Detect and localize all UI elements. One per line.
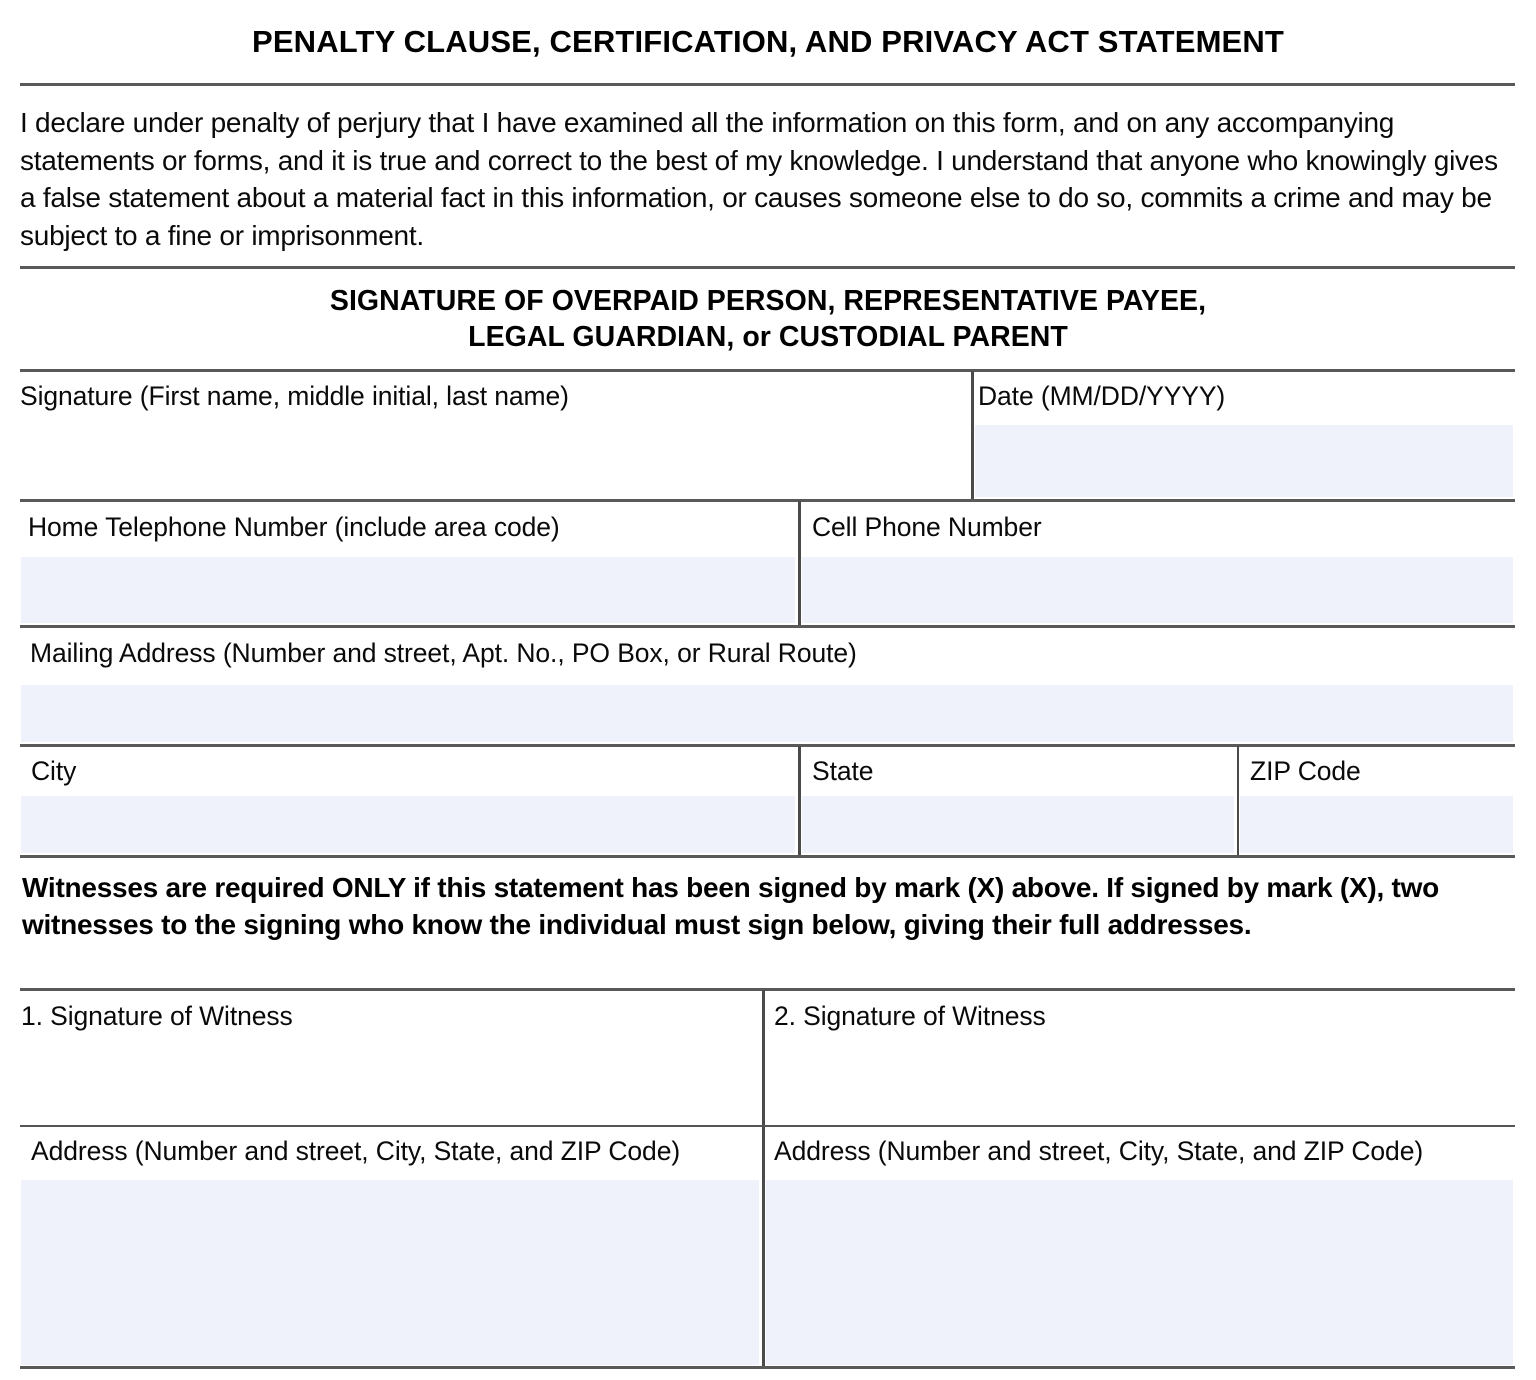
divider-under-title: [20, 83, 1515, 86]
divider-home-cell-phone: [798, 501, 801, 625]
divider-city-state: [798, 746, 801, 855]
divider-signature-date: [971, 371, 974, 499]
declaration-paragraph: I declare under penalty of perjury that I have examined all the information on this form, and on any accompanying statements or forms, and it is true and correct to the best of my knowledge. I understand that anyone who knowingly gives a false statement about a material fact in this information, or causes someone else to do so, commits a crime and may be subject to a fine or imprisonment.: [20, 107, 1498, 251]
divider-under-declaration: [20, 266, 1515, 269]
divider-under-mailing-address: [20, 744, 1515, 747]
state-input[interactable]: [802, 796, 1234, 853]
date-input[interactable]: [975, 425, 1513, 497]
witness-1-address-input[interactable]: [21, 1180, 759, 1365]
city-input[interactable]: [21, 796, 795, 853]
date-label: Date (MM/DD/YYYY): [978, 381, 1226, 411]
home-telephone-input[interactable]: [21, 557, 795, 623]
section-heading-line-2: LEGAL GUARDIAN, or CUSTODIAL PARENT: [468, 321, 1068, 353]
witness-2-address-label: Address (Number and street, City, State, and ZIP Code): [774, 1136, 1424, 1166]
page-title: PENALTY CLAUSE, CERTIFICATION, AND PRIVACY ACT STATEMENT: [252, 24, 1284, 59]
zip-code-input[interactable]: [1240, 796, 1513, 853]
witness-requirement-notice: Witnesses are required ONLY if this statement has been signed by mark (X) above. If signed by mark (X), two witnesses to the signing who know the individual must sign below, giving their full addresses.: [22, 872, 1439, 940]
witness-1-signature-label: 1. Signature of Witness: [21, 1001, 293, 1031]
cell-phone-label: Cell Phone Number: [812, 512, 1042, 542]
cell-phone-input[interactable]: [802, 557, 1513, 623]
zip-code-label: ZIP Code: [1250, 756, 1361, 786]
witness-1-address-label: Address (Number and street, City, State, and ZIP Code): [31, 1136, 681, 1166]
divider-witness-signatures: [762, 990, 765, 1125]
divider-witness-addresses: [762, 1127, 765, 1367]
city-label: City: [31, 756, 77, 786]
signature-label: Signature (First name, middle initial, last name): [20, 381, 569, 411]
divider-under-city-row: [20, 855, 1515, 858]
divider-under-phone-row: [20, 625, 1515, 628]
mailing-address-label: Mailing Address (Number and street, Apt. No., PO Box, or Rural Route): [30, 638, 857, 668]
divider-under-signature-row: [20, 499, 1515, 502]
divider-above-signature-row: [20, 369, 1515, 372]
state-label: State: [812, 756, 874, 786]
divider-above-witness-signatures: [20, 988, 1515, 991]
divider-under-witness-signatures: [20, 1125, 1515, 1127]
divider-page-bottom: [20, 1366, 1515, 1369]
section-heading: [0, 283, 1536, 355]
witness-2-address-input[interactable]: [766, 1180, 1513, 1365]
home-telephone-label: Home Telephone Number (include area code): [28, 512, 560, 542]
witness-2-signature-label: 2. Signature of Witness: [774, 1001, 1046, 1031]
divider-state-zip: [1237, 746, 1239, 855]
mailing-address-input[interactable]: [21, 685, 1513, 742]
section-heading-line-1: SIGNATURE OF OVERPAID PERSON, REPRESENTATIVE PAYEE,: [329, 285, 1207, 317]
